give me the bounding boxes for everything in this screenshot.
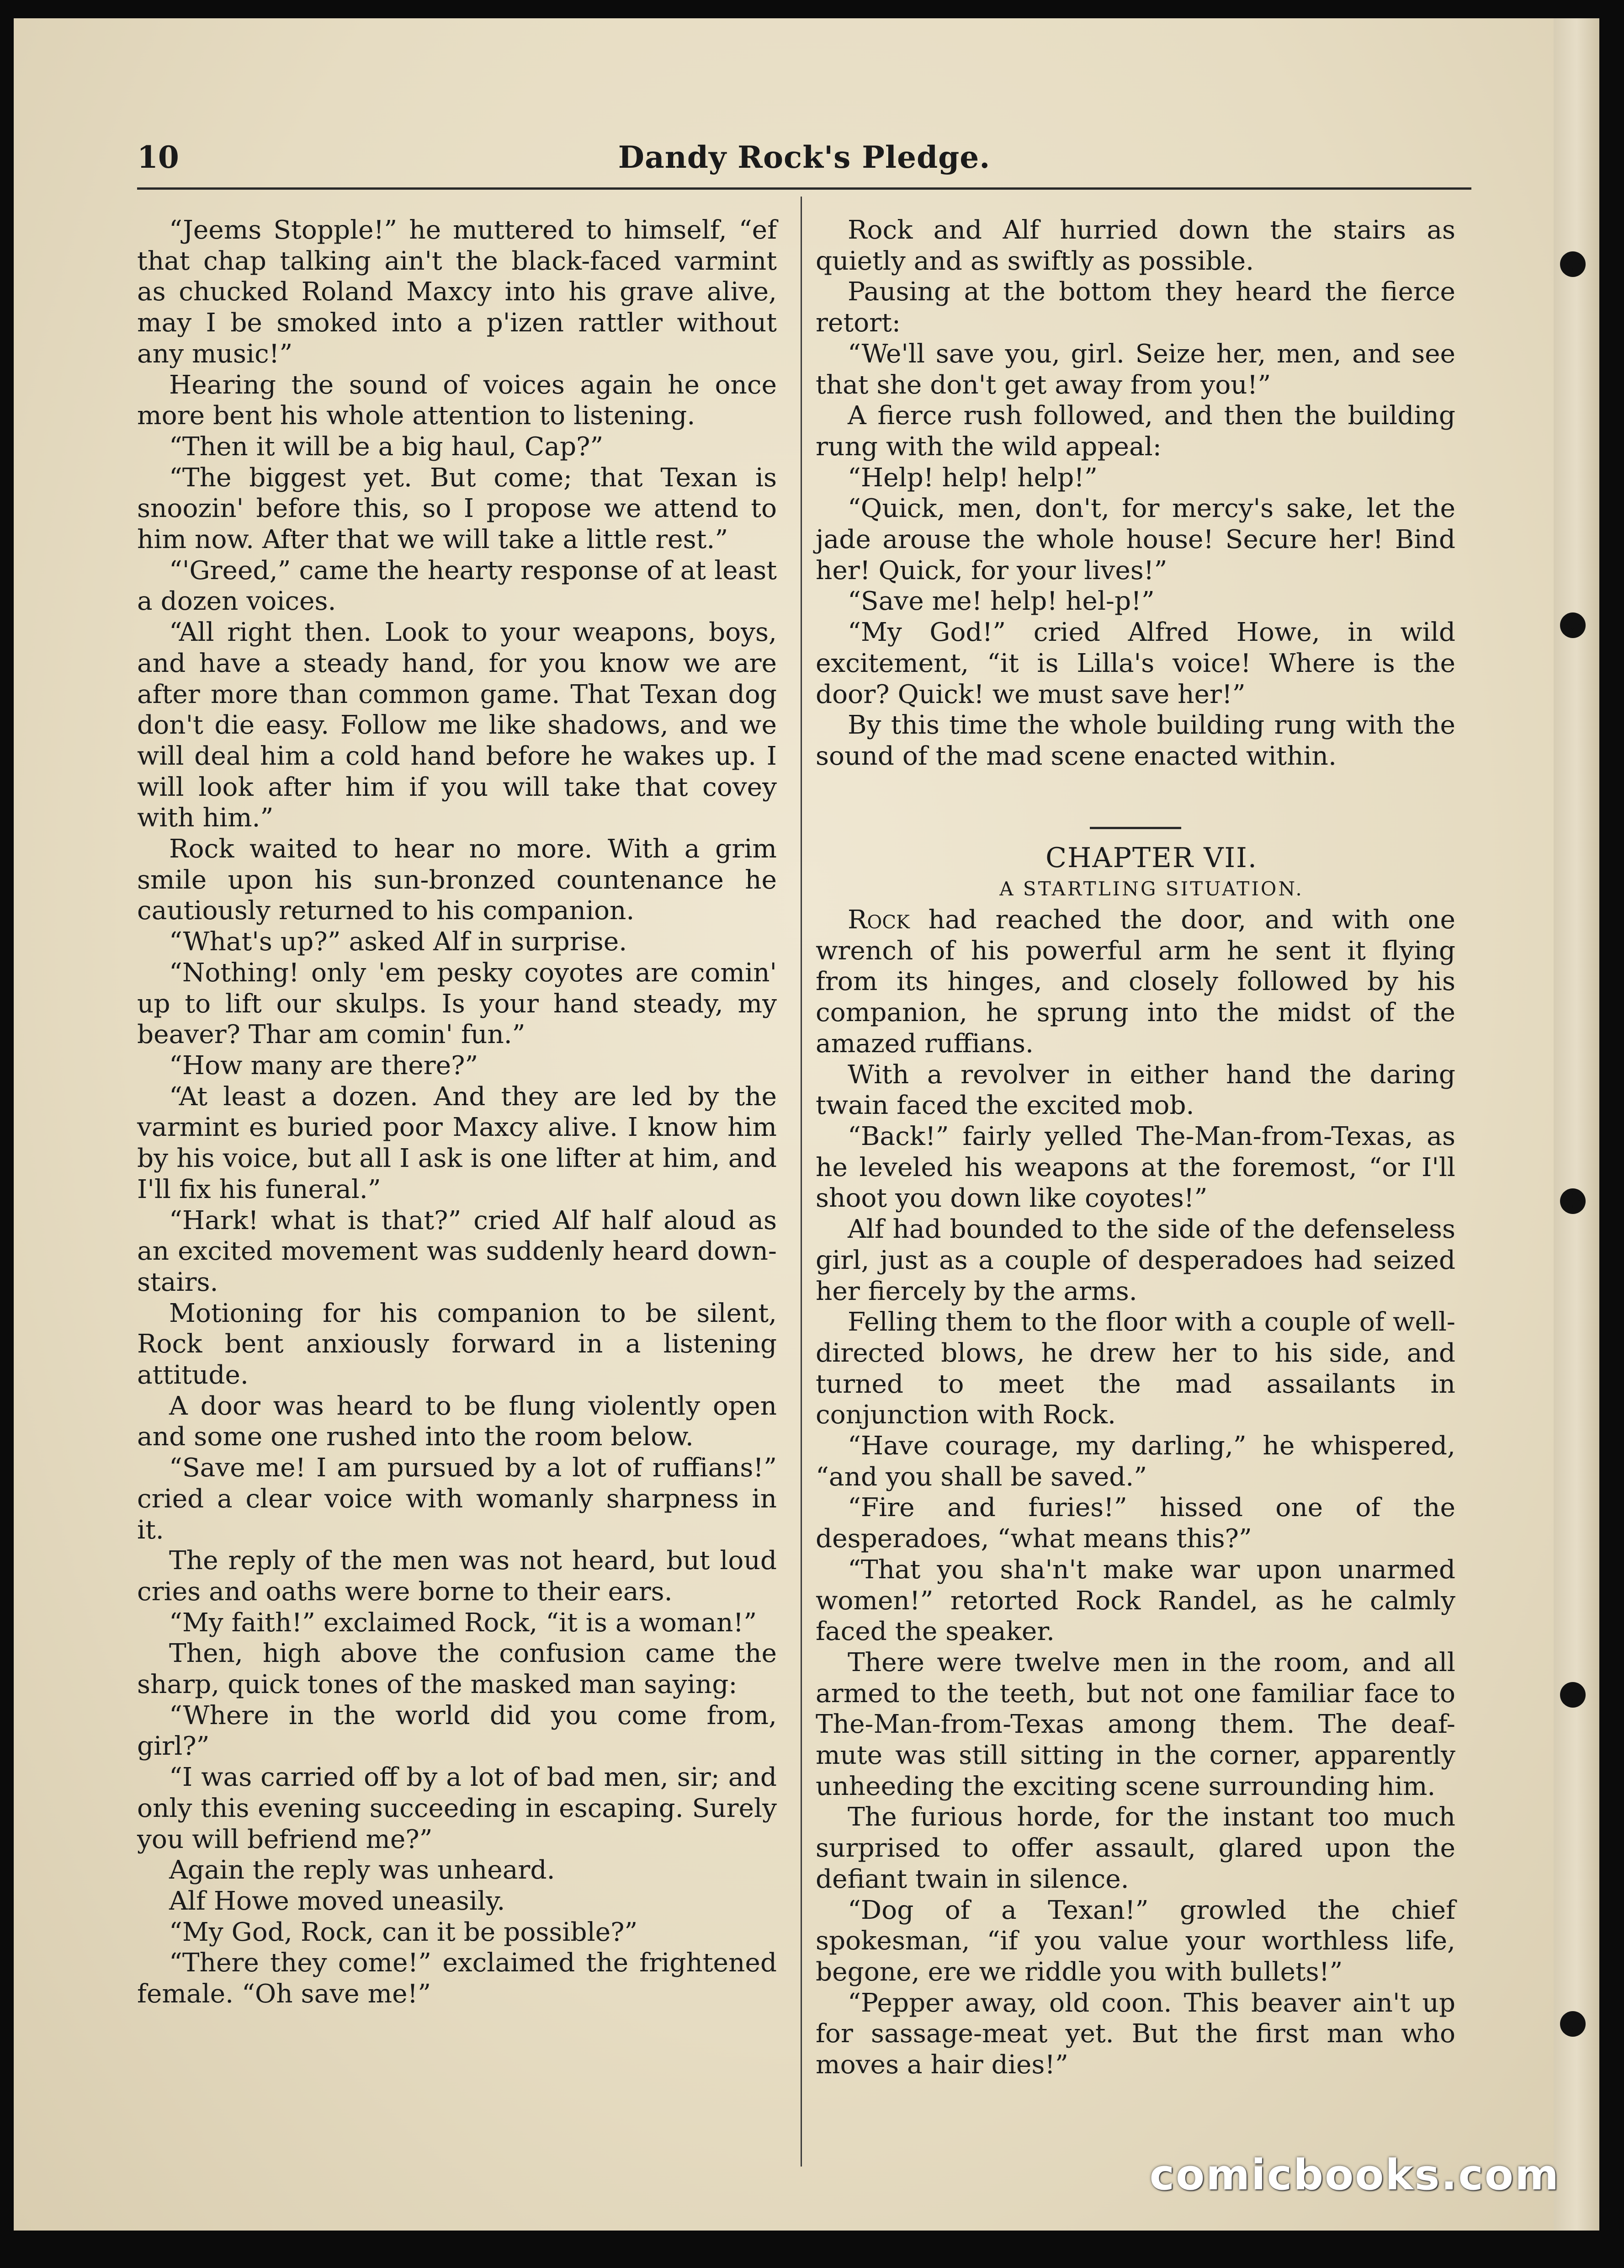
page-header <box>137 139 1471 190</box>
paragraph: “Quick, men, don't, for mercy's sake, let the jade arouse the whole house! Secure her! Bind her! Quick, for your lives!” <box>816 494 1455 586</box>
running-title: Dandy Rock's Pledge. <box>618 139 991 175</box>
paragraph: “That you sha'n't make war upon unarmed women!” retorted Rock Randel, as he calmly faced the speaker. <box>816 1555 1455 1647</box>
binding-hole-icon: ✦ <box>1560 1682 1586 1708</box>
paragraph: Rock waited to hear no more. With a grim smile upon his sun-bronzed countenance he cautiously returned to his companion. <box>137 834 777 926</box>
paragraph: “Dog of a Texan!” growled the chief spokesman, “if you value your worthless life, begone, ere we riddle you with bullets!” <box>816 1895 1455 1987</box>
paragraph: “How many are there?” <box>169 1050 478 1081</box>
paragraph: “Save me! I am pursued by a lot of ruffians!” cried a clear voice with womanly sharpness in it. <box>137 1453 777 1545</box>
paragraph: Felling them to the floor with a couple of well-directed blows, he drew her to his side, and turned to meet the mad assailants in conjunction with Rock. <box>816 1307 1455 1430</box>
paragraph: “Help! help! help!” <box>848 463 1098 493</box>
paragraph: “Then it will be a big haul, Cap?” <box>169 431 604 462</box>
chapter-subtitle: A STARTLING SITUATION. <box>999 878 1304 900</box>
paragraph: Pausing at the bottom they heard the fierce retort: <box>816 277 1455 338</box>
paragraph: Hearing the sound of voices again he once more bent his whole attention to listening. <box>137 370 777 431</box>
right-column <box>816 215 1455 2081</box>
paragraph: The reply of the men was not heard, but loud cries and oaths were borne to their ears. <box>137 1546 777 1607</box>
binding-hole-icon: ✦ <box>1560 251 1586 277</box>
chapter-heading: CHAPTER VII. <box>1046 841 1258 874</box>
paragraph: Rock and Alf hurried down the stairs as quietly and as swiftly as possible. <box>816 215 1455 276</box>
right-column-top-text <box>816 215 1455 772</box>
paragraph: “The biggest yet. But come; that Texan is snoozin' before this, so I propose we attend to him now. After that we will take a little rest.” <box>137 463 777 555</box>
paragraph: “There they come!” exclaimed the frightened female. “Oh save me!” <box>137 1948 777 2009</box>
paragraph: With a revolver in either hand the daring twain faced the excited mob. <box>816 1059 1455 1121</box>
paragraph: Again the reply was unheard. <box>169 1855 555 1885</box>
paragraph: “Fire and furies!” hissed one of the desperadoes, “what means this?” <box>816 1493 1455 1554</box>
paragraph: The furious horde, for the instant too much surprised to offer assault, glared upon the defiant twain in silence. <box>816 1802 1455 1894</box>
paragraph: “Jeems Stopple!” he muttered to himself, “ef that chap talking ain't the black-faced varmint as chucked Roland Maxcy into his grave alive, may I be smoked into a p'izen rattler without any music!” <box>137 215 777 369</box>
paragraph: “Save me! help! hel-p!” <box>848 586 1155 617</box>
paragraph: “Have courage, my darling,” he whispered, “and you shall be saved.” <box>816 1431 1455 1492</box>
paragraph: “We'll save you, girl. Seize her, men, and see that she don't get away from you!” <box>816 339 1455 400</box>
section-rule <box>1090 827 1181 829</box>
binding-hole-icon: ✦ <box>1560 2011 1586 2037</box>
paragraph: “All right then. Look to your weapons, boys, and have a steady hand, for you know we are after more than common game. That Texan dog don't die easy. Follow me like shadows, and we will deal him a cold hand before he wakes up. I will look after him if you will take that covey with him.” <box>137 618 777 833</box>
paragraph: “Nothing! only 'em pesky coyotes are comin' up to lift our skulps. Is your hand steady, my beaver? Thar am comin' fun.” <box>137 958 777 1050</box>
header-rule <box>137 187 1471 190</box>
paragraph: “My faith!” exclaimed Rock, “it is a woman!” <box>169 1608 757 1638</box>
binding-spine <box>1554 18 1599 2231</box>
binding-hole-icon: ✦ <box>1560 1188 1586 1214</box>
paragraph: “My God!” cried Alfred Howe, in wild excitement, “it is Lilla's voice! Where is the door? Quick! we must save her!” <box>816 618 1455 709</box>
paragraph: A fierce rush followed, and then the building rung with the wild appeal: <box>816 401 1455 462</box>
paragraph: Alf had bounded to the side of the defenseless girl, just as a couple of desperadoes had seized her fiercely by the arms. <box>816 1214 1455 1306</box>
paragraph: Motioning for his companion to be silent, Rock bent anxiously forward in a listening attitude. <box>137 1298 777 1390</box>
watermark-logo: comicbooks.com <box>1149 2151 1560 2199</box>
paragraph: Alf Howe moved uneasily. <box>169 1886 505 1916</box>
column-divider <box>801 197 802 2167</box>
paragraph: “I was carried off by a lot of bad men, sir; and only this evening succeeding in escaping. Surely you will befriend me?” <box>137 1762 777 1854</box>
chapter-first-word: Rock <box>848 905 910 935</box>
paragraph: “Back!” fairly yelled The-Man-from-Texas, as he leveled his weapons at the foremost, “or I'll shoot you down like coyotes!” <box>816 1121 1455 1214</box>
paragraph: “Pepper away, old coon. This beaver ain't up for sassage-meat yet. But the first man who moves a hair dies!” <box>816 1988 1455 2080</box>
paragraph: “What's up?” asked Alf in surprise. <box>169 927 627 957</box>
paragraph: Then, high above the confusion came the sharp, quick tones of the masked man saying: <box>137 1639 777 1700</box>
chapter-body <box>816 1059 1455 2081</box>
paragraph: “'Greed,” came the hearty response of at least a dozen voices. <box>137 555 777 617</box>
paragraph: “Hark! what is that?” cried Alf half aloud as an excited movement was suddenly heard down-stairs. <box>137 1205 777 1297</box>
chapter-first-paragraph-rest: had reached the door, and with one wrench of his powerful arm he sent it flying from its hinges, and closely followed by his companion, he sprung into the midst of the amazed ruffians. <box>816 905 1455 1059</box>
left-column <box>137 215 777 2010</box>
paragraph: “Where in the world did you come from, girl?” <box>137 1700 777 1762</box>
paragraph: By this time the whole building rung with the sound of the mad scene enacted within. <box>816 710 1455 771</box>
page-number: 10 <box>137 139 179 175</box>
paragraph: “My God, Rock, can it be possible?” <box>169 1917 638 1947</box>
paragraph: “At least a dozen. And they are led by the varmint es buried poor Maxcy alive. I know him by his voice, but all I ask is one lifter at him, and I'll fix his funeral.” <box>137 1081 777 1204</box>
paragraph: A door was heard to be flung violently open and some one rushed into the room below. <box>137 1391 777 1452</box>
chapter-first-paragraph <box>816 905 1455 1059</box>
paragraph: There were twelve men in the room, and all armed to the teeth, but not one familiar face to The-Man-from-Texas among them. The deaf-mute was still sitting in the corner, apparently unheeding the exciting scene surrounding him. <box>816 1647 1455 1801</box>
binding-hole-icon: ✦ <box>1560 612 1586 638</box>
